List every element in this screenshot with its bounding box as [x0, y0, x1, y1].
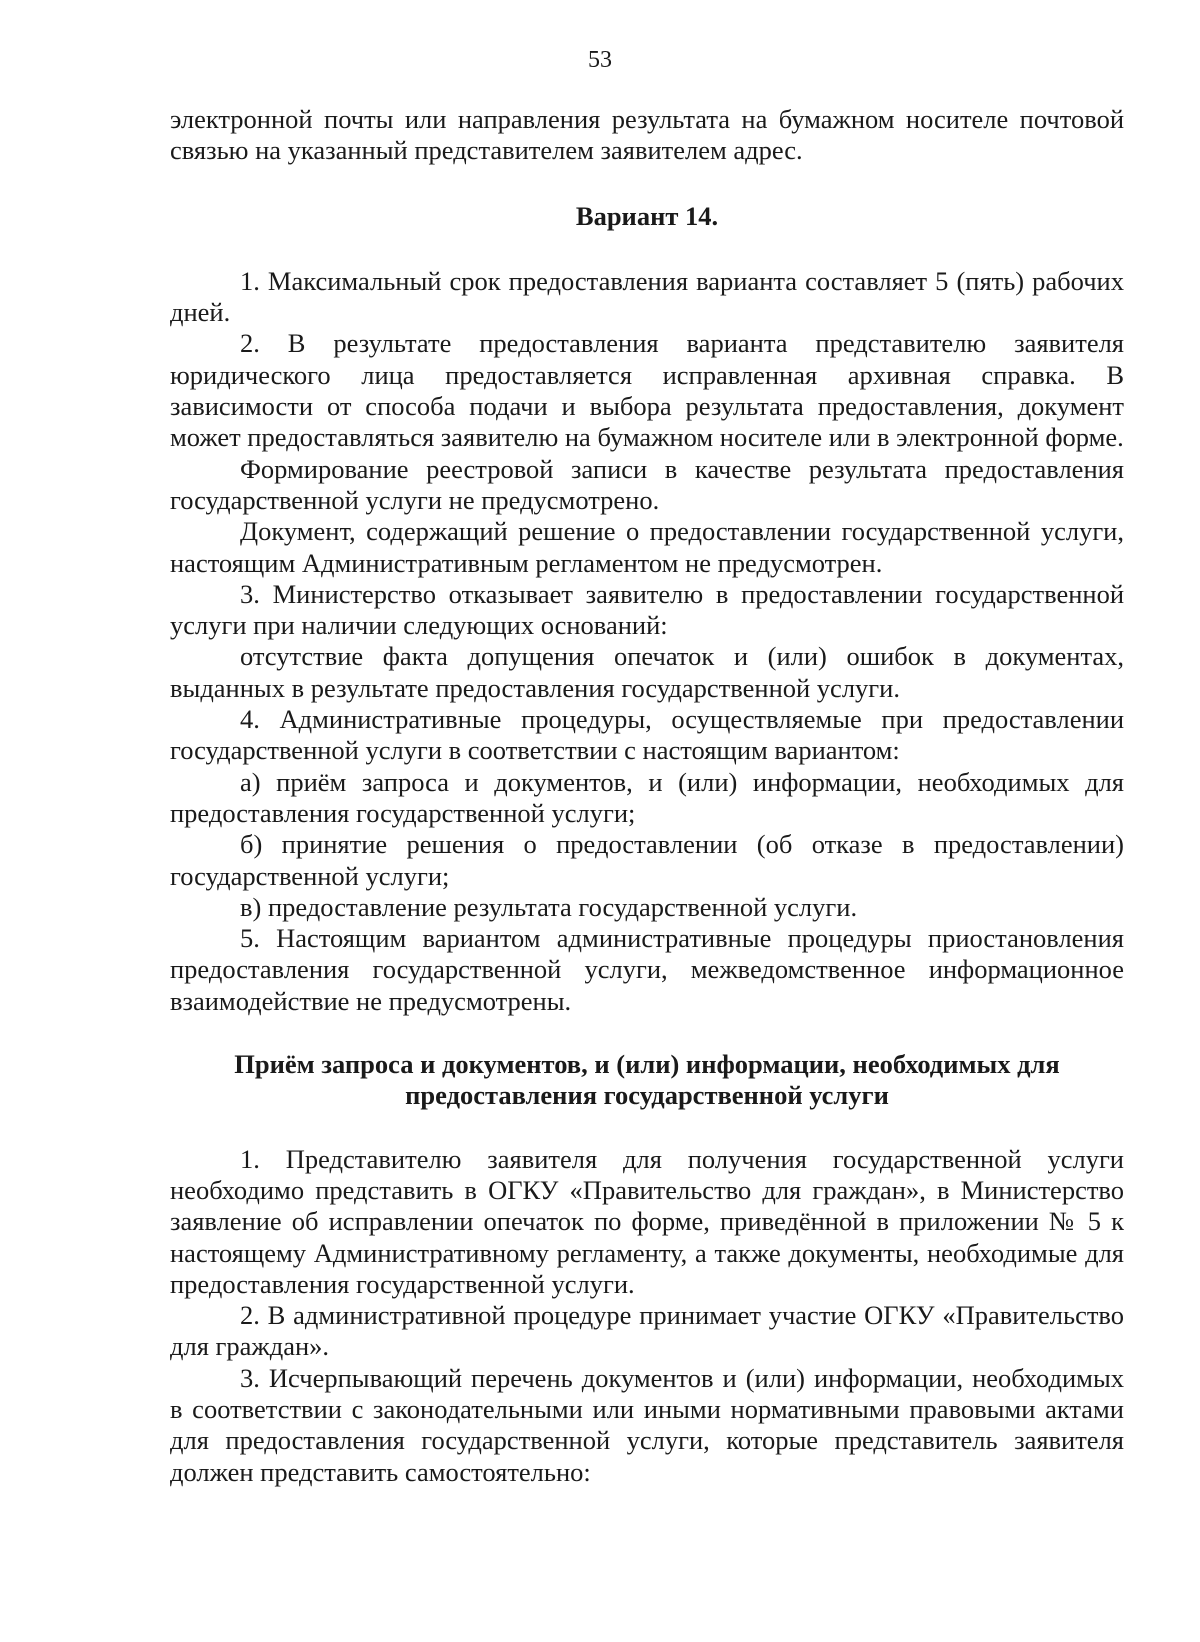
section-heading-line-1: Приём запроса и документов, и (или) информации, необходимых для: [234, 1049, 1060, 1080]
variant-paragraph-1: 1. Максимальный срок предоставления варианта составляет 5 (пять) рабочих дней.: [170, 265, 1124, 328]
variant-heading: Вариант 14.: [575, 200, 719, 231]
page-number: 53: [588, 47, 612, 73]
section-paragraph-1: 1. Представителю заявителя для получения государственной услуги необходимо представить в ОГКУ «Правительство для граждан», в Министерство заявление об исправлении опечаток по форме, приведённой в приложении № 5 к настоящему Административному регламенту, а также документы, необходимые для предоставления государственной услуги.: [170, 1143, 1124, 1299]
variant-paragraph-2: 2. В результате предоставления варианта представителю заявителя юридического лица предоставляется исправленная архивная справка. В зависимости от способа подачи и выбора результата предоставления, документ может предоставляться заявителю на бумажном носителе или в электронной форме.: [170, 328, 1124, 453]
variant-paragraph-7: 4. Административные процедуры, осуществляемые при предоставлении государственной услуги в соответствии с настоящим вариантом:: [170, 704, 1124, 766]
document-body: [170, 104, 1124, 1488]
variant-paragraph-4: Документ, содержащий решение о предоставлении государственной услуги, настоящим Административным регламентом не предусмотрен.: [170, 516, 1124, 578]
section-paragraph-2: 2. В административной процедуре принимает участие ОГКУ «Правительство для граждан».: [170, 1300, 1124, 1362]
variant-paragraph-10: в) предоставление результата государственной услуги.: [240, 891, 858, 922]
section-paragraph-3: 3. Исчерпывающий перечень документов и (или) информации, необходимых в соответствии с законодательными или иными нормативными правовыми актами для предоставления государственной услуги, которые представитель заявителя должен представить самостоятельно:: [170, 1362, 1124, 1487]
variant-paragraph-6: отсутствие факта допущения опечаток и (или) ошибок в документах, выданных в результате предоставления государственной услуги.: [170, 641, 1124, 703]
variant-paragraph-11: 5. Настоящим вариантом административные процедуры приостановления предоставления государственной услуги, межведомственное информационное взаимодействие не предусмотрены.: [170, 923, 1124, 1016]
variant-paragraph-9: б) принятие решения о предоставлении (об отказе в предоставлении) государственной услуги;: [170, 829, 1124, 891]
section-heading-line-2: предоставления государственной услуги: [405, 1080, 889, 1111]
section-spacer: [170, 1017, 1124, 1049]
intro-paragraph: электронной почты или направления результата на бумажном носителе почтовой связью на указанный представителем заявителем адрес.: [170, 104, 1124, 166]
variant-paragraph-3: Формирование реестровой записи в качестве результата предоставления государственной услуги не предусмотрено.: [170, 453, 1124, 515]
variant-paragraph-8: а) приём запроса и документов, и (или) информации, необходимых для предоставления государственной услуги;: [170, 766, 1124, 828]
variant-paragraph-5: 3. Министерство отказывает заявителю в предоставлении государственной услуги при наличии следующих оснований:: [170, 578, 1124, 641]
